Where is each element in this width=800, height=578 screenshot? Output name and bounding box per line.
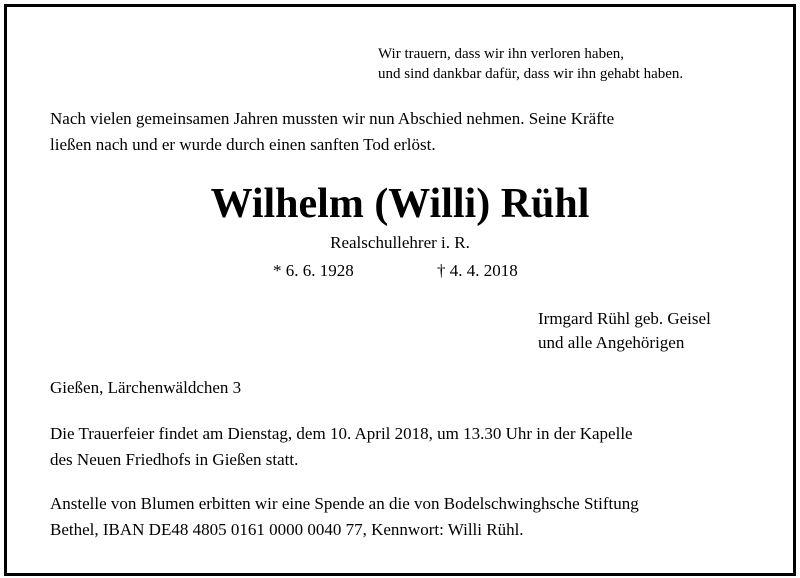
death-date: † 4. 4. 2018	[437, 261, 518, 280]
birth-date: * 6. 6. 1928	[273, 261, 354, 280]
deceased-title: Realschullehrer i. R.	[330, 233, 470, 252]
donation-line-2: Bethel, IBAN DE48 4805 0161 0000 0040 77, Kennwort: Willi Rühl.	[50, 520, 524, 539]
motto-line-2: und sind dankbar dafür, dass wir ihn gehabt haben.	[378, 66, 684, 82]
service-line-1: Die Trauerfeier findet am Dienstag, dem 10. April 2018, um 13.30 Uhr in der Kapelle	[50, 424, 633, 443]
intro-line-2: ließen nach und er wurde durch einen sanften Tod erlöst.	[50, 135, 436, 154]
address: Gießen, Lärchenwäldchen 3	[50, 378, 242, 397]
donation-line-1: Anstelle von Blumen erbitten wir eine Spende an die von Bodelschwinghsche Stiftung	[50, 494, 639, 513]
motto-line-1: Wir trauern, dass wir ihn verloren haben,	[378, 46, 624, 62]
service-line-2: des Neuen Friedhofs in Gießen statt.	[50, 450, 299, 469]
deceased-name: Wilhelm (Willi) Rühl	[210, 181, 590, 227]
mourner-line-1: Irmgard Rühl geb. Geisel	[538, 309, 711, 328]
motto	[378, 44, 683, 84]
mourner-line-2: und alle Angehörigen	[538, 333, 685, 352]
intro-line-1: Nach vielen gemeinsamen Jahren mussten wir nun Abschied nehmen. Seine Kräfte	[50, 109, 615, 128]
